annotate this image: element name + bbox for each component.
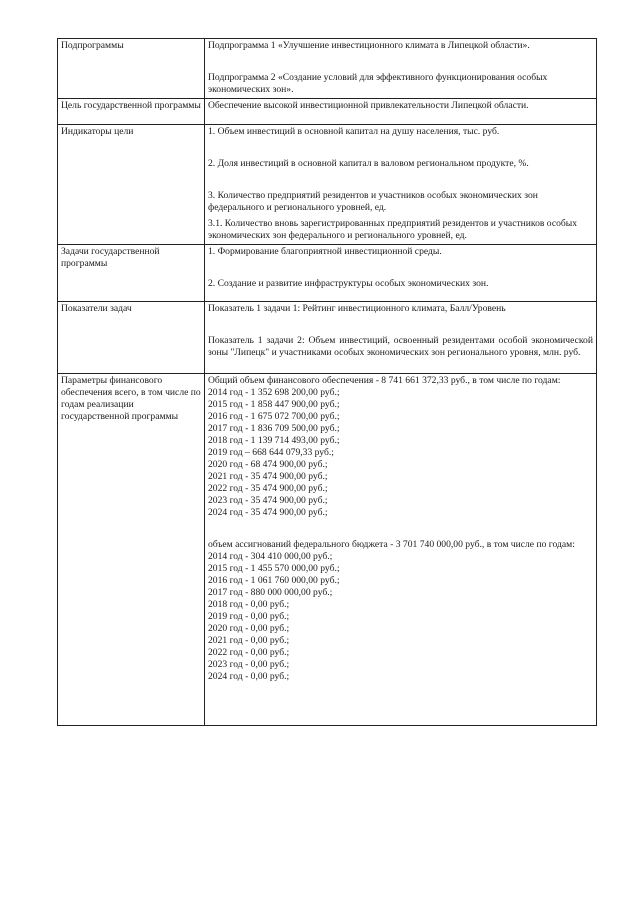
table-row-indicators bbox=[58, 125, 597, 245]
finance-federal-year: 2016 год - 1 061 760 000,00 руб.; bbox=[208, 575, 340, 586]
finance-federal-year: 2024 год - 0,00 руб.; bbox=[208, 671, 290, 682]
finance-federal-year: 2017 год - 880 000 000,00 руб.; bbox=[208, 587, 333, 598]
value-task-indicators bbox=[205, 302, 597, 374]
finance-total-year: 2024 год - 35 474 900,00 руб.; bbox=[208, 507, 328, 518]
table-row-task-indicators bbox=[58, 302, 597, 374]
task-indicator-item: Показатель 1 задачи 1: Рейтинг инвестиционного климата, Балл/Уровень bbox=[208, 303, 506, 314]
table-row-finance bbox=[58, 374, 597, 726]
value-indicators bbox=[205, 125, 597, 245]
finance-federal-year: 2014 год - 304 410 000,00 руб.; bbox=[208, 551, 333, 562]
finance-federal-year: 2020 год - 0,00 руб.; bbox=[208, 623, 290, 634]
finance-total-year: 2021 год - 35 474 900,00 руб.; bbox=[208, 471, 328, 482]
finance-federal-year: 2019 год - 0,00 руб.; bbox=[208, 611, 290, 622]
finance-total-year: 2022 год - 35 474 900,00 руб.; bbox=[208, 483, 328, 494]
finance-total-year: 2017 год - 1 836 709 500,00 руб.; bbox=[208, 423, 340, 434]
finance-federal-year: 2023 год - 0,00 руб.; bbox=[208, 659, 290, 670]
finance-federal-year: 2018 год - 0,00 руб.; bbox=[208, 599, 290, 610]
label-indicators: Индикаторы цели bbox=[58, 125, 205, 245]
finance-federal-intro: объем ассигнований федерального бюджета - 3 701 740 000,00 руб., в том числе по годам: bbox=[208, 539, 575, 550]
finance-total-year: 2014 год - 1 352 698 200,00 руб.; bbox=[208, 387, 340, 398]
label-subprograms: Подпрограммы bbox=[58, 39, 205, 99]
label-finance: Параметры финансового обеспечения всего, в том числе по годам реализации государственной программы bbox=[58, 374, 205, 726]
indicator-item: 2. Доля инвестиций в основной капитал в валовом региональном продукте, %. bbox=[208, 158, 529, 169]
indicator-item: 3. Количество предприятий резидентов и участников особых экономических зон федерального и регионального уровней, ед. bbox=[208, 190, 538, 213]
label-tasks: Задачи государственной программы bbox=[58, 245, 205, 302]
task-item: 2. Создание и развитие инфраструктуры особых экономических зон. bbox=[208, 278, 489, 289]
indicator-item: 3.1. Количество вновь зарегистрированных предприятий резидентов и участников особых экономических зон федерального и регионального уровней, ед. bbox=[208, 218, 578, 241]
task-indicator-item: Показатель 1 задачи 2: Объем инвестиций, освоенный резидентами особой экономической зоны "Липецк" и участниками особых экономических зон регионального уровня, млн. руб. bbox=[208, 335, 593, 358]
indicator-item: 1. Объем инвестиций в основной капитал на душу населения, тыс. руб. bbox=[208, 126, 500, 137]
finance-total-year: 2016 год - 1 675 072 700,00 руб.; bbox=[208, 411, 340, 422]
label-goal: Цель государственной программы bbox=[58, 99, 205, 125]
passport-table bbox=[57, 38, 597, 726]
table-row-goal bbox=[58, 99, 597, 125]
finance-total-intro: Общий объем финансового обеспечения - 8 741 661 372,33 руб., в том числе по годам: bbox=[208, 375, 561, 386]
finance-total-year: 2018 год - 1 139 714 493,00 руб.; bbox=[208, 435, 340, 446]
table-row-tasks bbox=[58, 245, 597, 302]
label-task-indicators: Показатели задач bbox=[58, 302, 205, 374]
subprogram-2: Подпрограмма 2 «Создание условий для эффективного функционирования особых экономических зон». bbox=[208, 72, 548, 95]
finance-total-year: 2019 год – 668 644 079,33 руб.; bbox=[208, 447, 334, 458]
finance-federal-year: 2021 год - 0,00 руб.; bbox=[208, 635, 290, 646]
finance-federal-year: 2022 год - 0,00 руб.; bbox=[208, 647, 290, 658]
value-tasks bbox=[205, 245, 597, 302]
subprogram-1: Подпрограмма 1 «Улучшение инвестиционного климата в Липецкой области». bbox=[208, 40, 530, 51]
finance-total-year: 2023 год - 35 474 900,00 руб.; bbox=[208, 495, 328, 506]
table-row-subprograms bbox=[58, 39, 597, 99]
value-subprograms bbox=[205, 39, 597, 99]
value-goal: Обеспечение высокой инвестиционной привлекательности Липецкой области. bbox=[205, 99, 597, 125]
finance-total-year: 2015 год - 1 858 447 900,00 руб.; bbox=[208, 399, 340, 410]
task-item: 1. Формирование благоприятной инвестиционной среды. bbox=[208, 246, 442, 257]
finance-total-year: 2020 год - 68 474 900,00 руб.; bbox=[208, 459, 328, 470]
finance-federal-year: 2015 год - 1 455 570 000,00 руб.; bbox=[208, 563, 340, 574]
value-finance bbox=[205, 374, 597, 726]
